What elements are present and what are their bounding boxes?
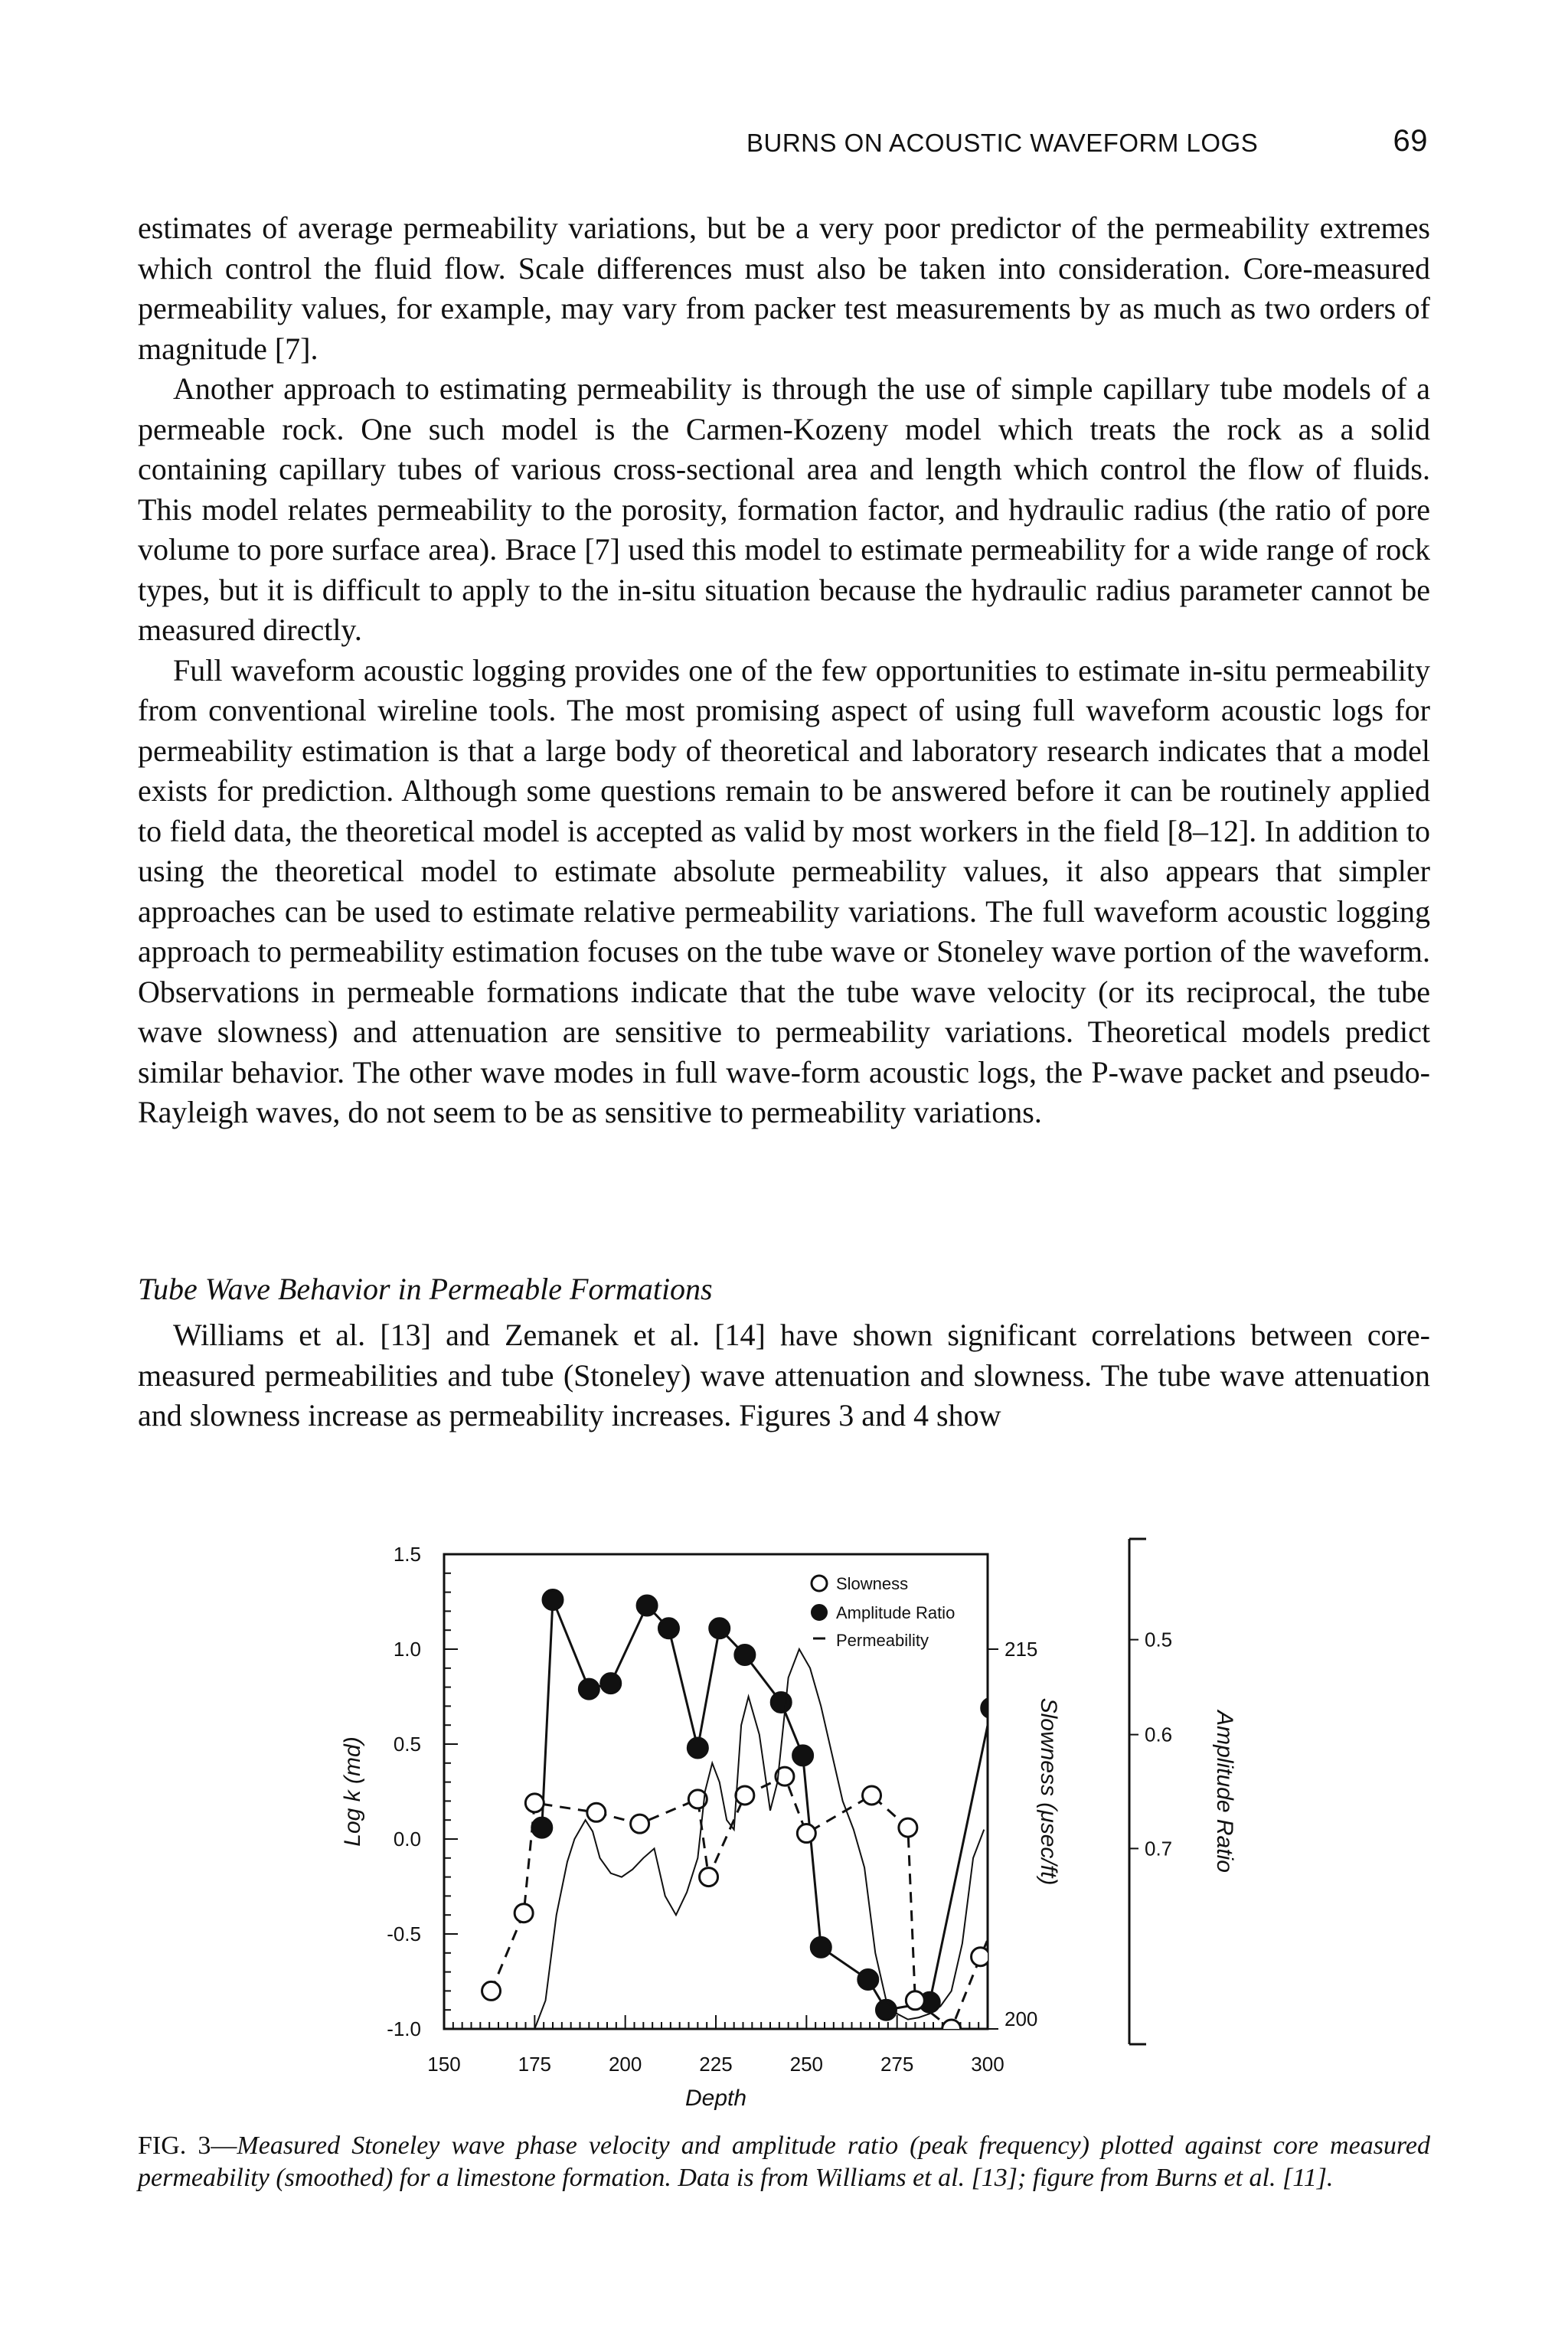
paragraph-3: Full waveform acoustic logging provides one of the few opportunities to estimate in-situ permeability from conventional wireline tools. The most promising aspect of using full waveform acoustic logs for permeability estimation is that a large body of theoretical and laboratory research indicates that a model exists for prediction. Although some questions remain to be answered before it can be routinely applied to field data, the theoretical model is accepted as valid by most workers in the field [8–12]. In addition to using the theoretical model to estimate absolute permeability values, it also appears that simpler approaches can be used to estimate relative permeability variations. The full waveform acoustic logging approach to permeability estimation focuses on the tube wave or Stoneley wave portion of the waveform. Observations in permeable formations indicate that the tube wave velocity (or its reciprocal, the tube wave slowness) and attenuation are sensitive to permeability variations. Theoretical models predict similar behavior. The other wave modes in full wave-form acoustic logs, the P-wave packet and pseudo-Rayleigh waves, do not seem to be as sensitive to permeability variations. xyxy=(138,652,1430,1129)
x-tick-label: 250 xyxy=(789,2053,824,2076)
y-tick-label: 0.0 xyxy=(393,1828,421,1851)
x-tick-label: 150 xyxy=(427,2053,461,2076)
amplitude-point xyxy=(771,1692,791,1712)
chart-svg xyxy=(306,1493,1302,2121)
slowness-point xyxy=(863,1786,881,1805)
slowness-tick-label: 200 xyxy=(1004,2007,1038,2030)
x-tick-label: 275 xyxy=(880,2053,914,2076)
amplitude-tick-label: 0.5 xyxy=(1145,1628,1173,1651)
paragraph-1: estimates of average permeability variations, but be a very poor predictor of the permeability extremes which control the fluid flow. Scale differences must also be taken into consideration. Core-measured permeability values, for example, may vary from packer test measurements by as much as two orders of magnitude [7]. xyxy=(138,211,1430,366)
y-axis-title: Log k (md) xyxy=(340,1736,365,1847)
amplitude-point xyxy=(735,1645,755,1664)
paragraph-2: Another approach to estimating permeability is through the use of simple capillary tube models of a permeable rock. One such model is the Carmen-Kozeny model which treats the rock as a solid containing capillary tubes of various cross-sectional area and length which control the flow of fluids. This model relates permeability to the porosity, formation factor, and hydraulic radius (the ratio of pore volume to pore surface area). Brace [7] used this model to estimate permeability for a wide range of rock types, but it is difficult to apply to the in-situ situation because the hydraulic radius parameter cannot be measured directly. xyxy=(138,371,1430,647)
amplitude-point xyxy=(811,1937,831,1957)
slowness-point xyxy=(514,1904,533,1922)
amplitude-tick-label: 0.7 xyxy=(1145,1837,1173,1860)
x-tick-label: 225 xyxy=(699,2053,733,2076)
x-tick-label: 300 xyxy=(971,2053,1004,2076)
figure-3 xyxy=(306,1493,1302,2121)
amplitude-point xyxy=(601,1674,621,1694)
section-text xyxy=(138,1315,1430,1436)
y-tick-label: -1.0 xyxy=(387,2017,421,2040)
legend-slowness-marker xyxy=(812,1576,827,1591)
section-heading: Tube Wave Behavior in Permeable Formations xyxy=(138,1272,713,1306)
slowness-point xyxy=(899,1818,917,1837)
amplitude-point xyxy=(710,1619,730,1638)
amplitude-axis-title: Amplitude Ratio xyxy=(1212,1710,1237,1873)
caption-label: FIG. 3— xyxy=(138,2132,237,2160)
slowness-point xyxy=(906,1991,924,2010)
series-line-amplitude-ratio xyxy=(542,1600,991,2011)
slowness-point xyxy=(1008,1862,1026,1880)
amplitude-point xyxy=(637,1596,657,1615)
amplitude-point xyxy=(982,1698,1001,1718)
series-line-permeability xyxy=(534,1649,984,2029)
series-line-slowness xyxy=(492,1776,1017,2029)
slowness-tick-label: 215 xyxy=(1004,1638,1038,1661)
figure-caption xyxy=(138,2130,1430,2194)
amplitude-point xyxy=(543,1590,563,1610)
slowness-point xyxy=(631,1815,649,1833)
slowness-point xyxy=(700,1868,718,1886)
slowness-point xyxy=(942,2020,961,2038)
legend-amplitude-label: Amplitude Ratio xyxy=(836,1603,956,1622)
running-title: BURNS ON ACOUSTIC WAVEFORM LOGS xyxy=(746,129,1259,157)
body-text xyxy=(138,208,1430,1133)
x-tick-label: 200 xyxy=(608,2053,642,2076)
amplitude-point xyxy=(793,1746,813,1766)
legend-slowness-label: Slowness xyxy=(836,1574,909,1593)
slowness-point xyxy=(482,1981,501,2000)
amplitude-point xyxy=(532,1818,552,1838)
y-tick-label: 0.5 xyxy=(393,1733,421,1756)
amplitude-point xyxy=(858,1970,878,1990)
data-layer xyxy=(482,1590,1026,2038)
page-number: 69 xyxy=(1393,124,1428,158)
x-axis-title: Depth xyxy=(684,2086,747,2111)
section-paragraph: Williams et al. [13] and Zemanek et al. [14] have shown significant correlations between core-measured permeabilities and tube (Stoneley) wave attenuation and slowness. The tube wave attenuation and slowness increase as permeability increases. Figures 3 and 4 show xyxy=(138,1318,1430,1432)
slowness-point xyxy=(972,1948,990,1966)
amplitude-point xyxy=(688,1738,707,1758)
slowness-point xyxy=(736,1786,754,1805)
slowness-point xyxy=(797,1824,815,1843)
amplitude-point xyxy=(579,1679,599,1699)
slowness-axis-title: Slowness (μsec/ft) xyxy=(1036,1697,1061,1886)
running-header xyxy=(746,124,1428,170)
slowness-point xyxy=(587,1803,606,1821)
y-tick-label: 1.0 xyxy=(393,1638,421,1661)
legend-permeability-label: Permeability xyxy=(836,1631,929,1650)
y-tick-label: 1.5 xyxy=(393,1543,421,1566)
amplitude-point xyxy=(658,1619,678,1638)
legend-amplitude-marker xyxy=(812,1605,827,1620)
slowness-point xyxy=(525,1794,544,1812)
caption-text: Measured Stoneley wave phase velocity and amplitude ratio (peak frequency) plotted against core measured permeability (smoothed) for a limestone formation. Data is from Williams et al. [13]; figure from Burns et al. [11]. xyxy=(138,2132,1430,2192)
y-tick-label: -0.5 xyxy=(387,1922,421,1945)
amplitude-tick-label: 0.6 xyxy=(1145,1723,1173,1746)
x-tick-label: 175 xyxy=(518,2053,552,2076)
